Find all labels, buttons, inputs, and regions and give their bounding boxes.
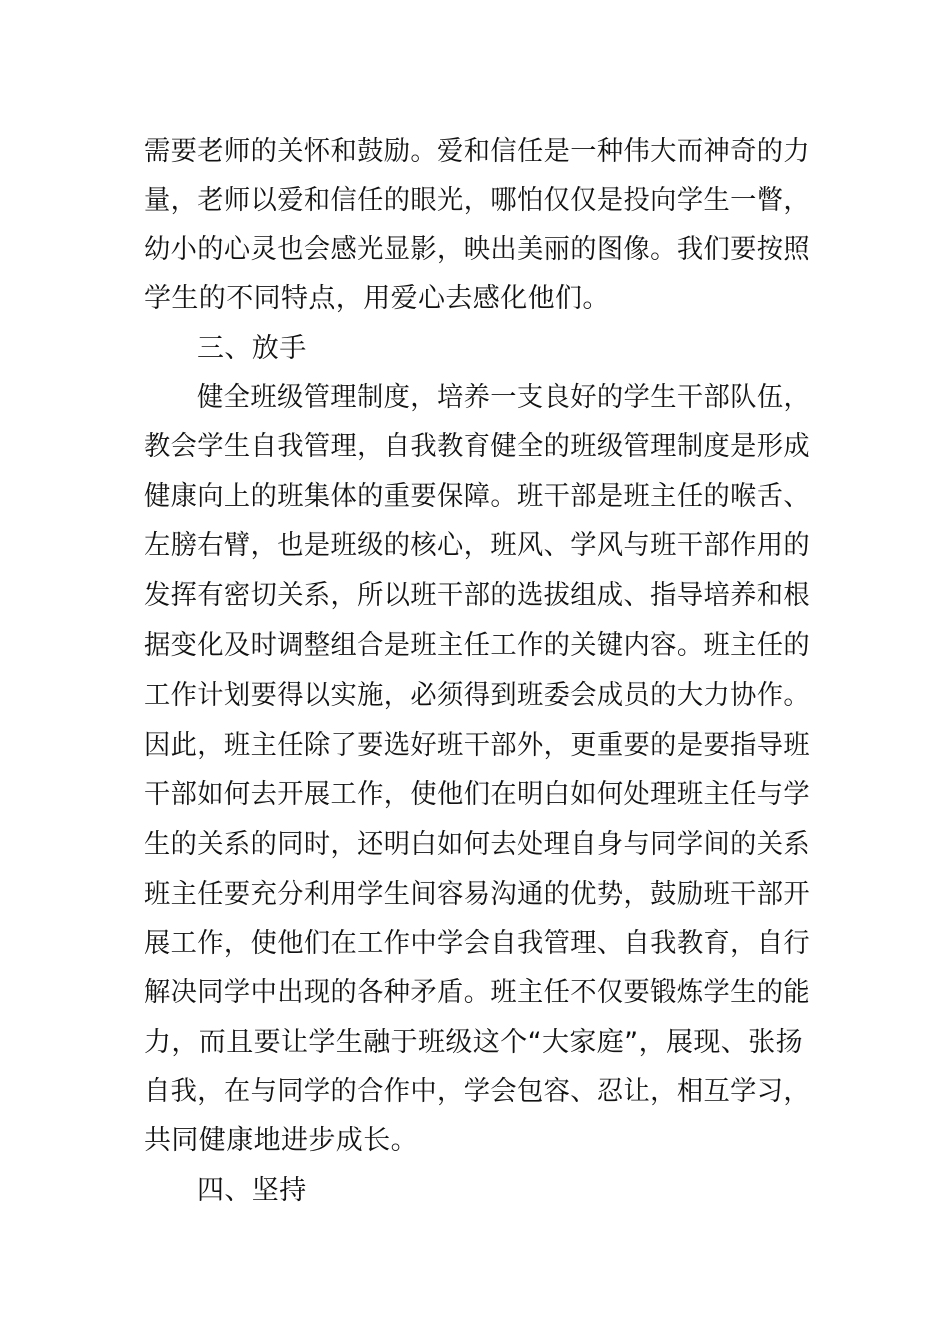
text-line: 自我，在与同学的合作中，学会包容、忍让，相互学习， [144, 1076, 811, 1107]
paragraph-first-line: 健全班级管理制度，培养一支良好的学生干部队伍， [197, 382, 811, 413]
text-line: 生的关系的同时，还明白如何去处理自身与同学间的关系 [144, 829, 811, 860]
text-line: 力，而且要让学生融于班级这个“大家庭”，展现、张扬 [144, 1027, 803, 1058]
text-line: 量，老师以爱和信任的眼光，哪怕仅仅是投向学生一瞥， [144, 185, 811, 216]
text-line: 因此，班主任除了要选好班干部外，更重要的是要指导班 [144, 730, 811, 761]
text-line: 共同健康地进步成长。 [144, 1125, 418, 1156]
text-line: 班主任要充分利用学生间容易沟通的优势，鼓励班干部开 [144, 879, 811, 910]
text-line: 工作计划要得以实施，必须得到班委会成员的大力协作。 [144, 680, 811, 711]
text-line: 学生的不同特点，用爱心去感化他们。 [144, 283, 610, 314]
text-line: 幼小的心灵也会感光显影，映出美丽的图像。我们要按照 [144, 234, 811, 265]
text-line: 需要老师的关怀和鼓励。爱和信任是一种伟大而神奇的力 [144, 136, 811, 167]
text-line: 左膀右臂，也是班级的核心，班风、学风与班干部作用的 [144, 530, 811, 561]
text-line: 展工作，使他们在工作中学会自我管理、自我教育，自行 [144, 928, 811, 959]
section-heading: 四、坚持 [197, 1175, 307, 1206]
text-line: 健康向上的班集体的重要保障。班干部是班主任的喉舌、 [144, 481, 811, 512]
section-heading: 三、放手 [197, 333, 307, 364]
text-line: 教会学生自我管理，自我教育健全的班级管理制度是形成 [144, 431, 811, 462]
text-line: 据变化及时调整组合是班主任工作的关键内容。班主任的 [144, 630, 811, 661]
text-line: 解决同学中出现的各种矛盾。班主任不仅要锻炼学生的能 [144, 977, 811, 1008]
text-line: 干部如何去开展工作，使他们在明白如何处理班主任与学 [144, 779, 811, 810]
text-line: 发挥有密切关系，所以班干部的选拔组成、指导培养和根 [144, 580, 811, 611]
